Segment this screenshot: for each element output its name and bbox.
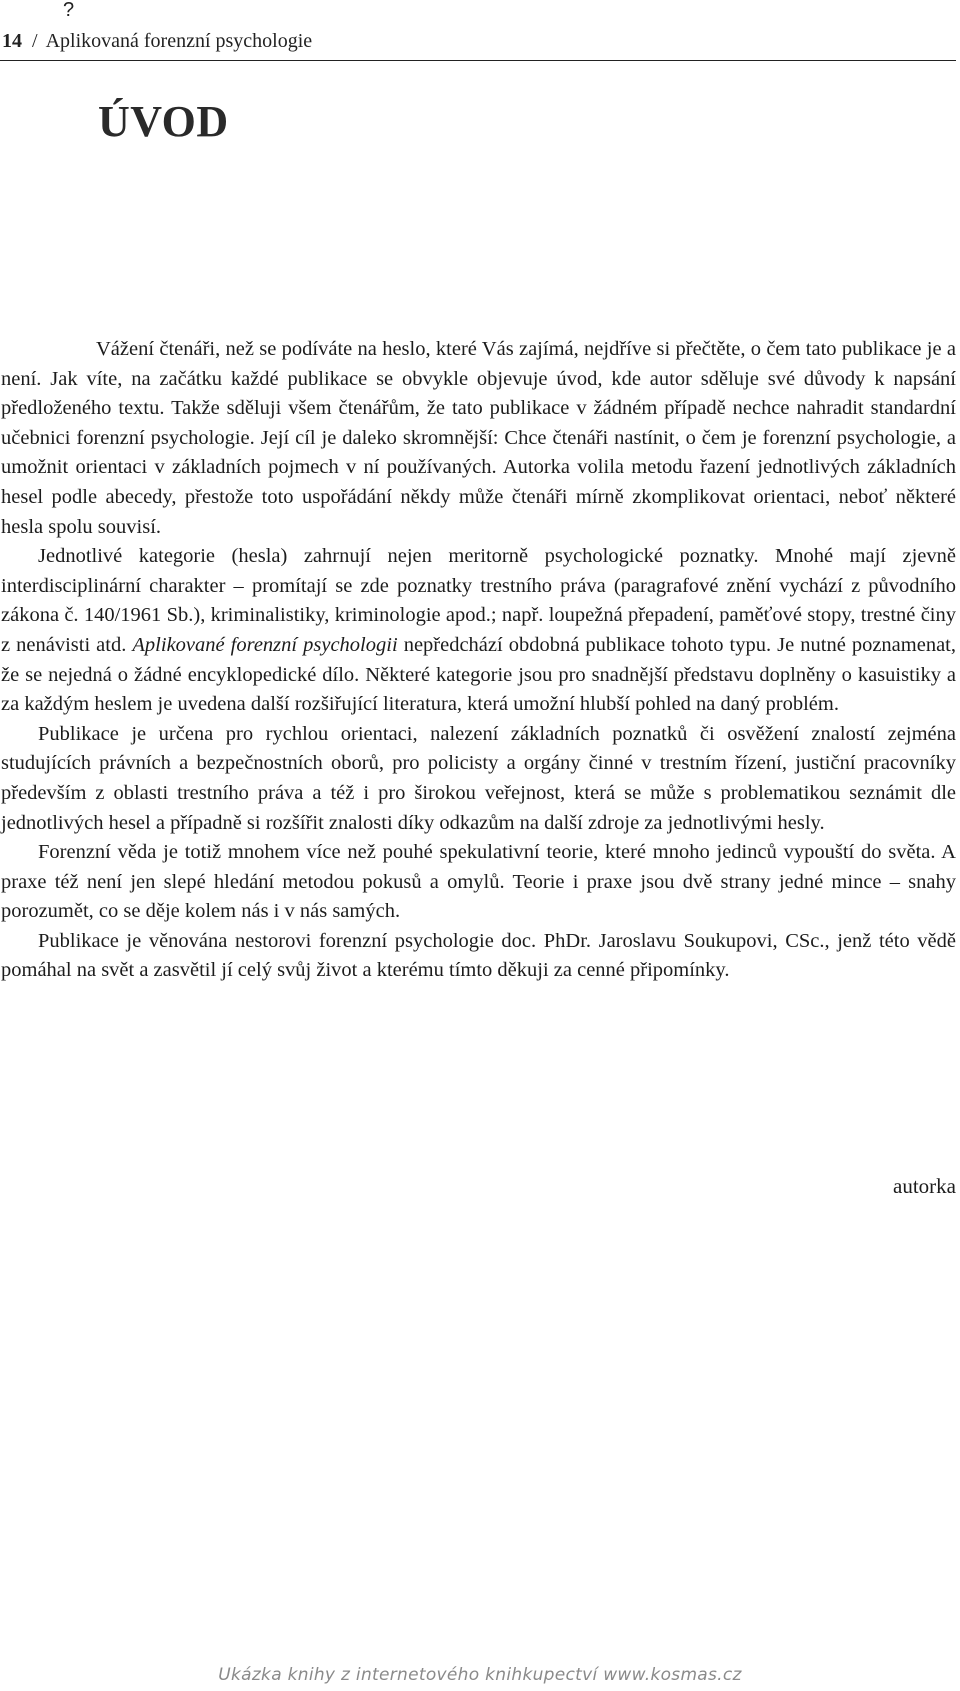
italic-book-title: Aplikované forenzní psychologii — [132, 633, 398, 656]
page-number: 14 — [2, 30, 22, 52]
paragraph-dedication: Publikace je věnována nestorovi forenzní psychologie doc. PhDr. Jaroslavu Soukupovi, CSc., jenž této vědě pomáhal na svět a zasvětil jí celý svůj život a kterému tímto děkuji za cenné připomínky. — [1, 929, 956, 982]
question-mark: ? — [63, 0, 75, 21]
paragraph-categories — [1, 542, 956, 720]
book-title: Aplikovaná forenzní psychologie — [45, 30, 313, 52]
body-text — [1, 335, 956, 986]
header-separator: / — [32, 30, 38, 52]
running-header — [2, 28, 312, 54]
author-signature: autorka — [893, 1174, 956, 1198]
chapter-title: ÚVOD — [98, 97, 229, 146]
paragraph-audience: Publikace je určena pro rychlou orientaci, nalezení základních poznatků či osvěžení znalostí zejména studujících právních a bezpečnostních oborů, pro policisty a orgány činné v trestním řízení, justiční pracovníky především z oblasti trestního práva a též i pro širokou veřejnost, která se může s problematikou seznámit dle jednotlivých hesel a případně si rozšířit znalosti díky odkazům na další zdroje za jednotlivými hesly. — [1, 722, 956, 834]
paragraph-categories-text: Jednotlivé kategorie (hesla) zahrnují nejen meritorně psychologické poznatky. Mnohé mají zjevně interdisciplinární charakter – promítají se zde poznatky trestního práva (paragrafové znění vychází z původního zákona č. 140/1961 Sb.), kriminalistiky, kriminologie apod.; např. loupežná přepadení, paměťové stopy, trestné činy z nenávisti atd. — [1, 545, 956, 656]
footer-watermark: Ukázka knihy z internetového knihkupectví www.kosmas.cz — [218, 1665, 742, 1685]
paragraph-categories-continued: nepředchází obdobná publikace tohoto typu. Je nutné poznamenat, že se nejedná o žádné encyklopedické dílo. Některé kategorie jsou pro snadnější představu doplněny o kasuistiky a za každým heslem je uvedena další rozšiřující literatura, která umožní hlubší pohled na daný problém. — [1, 633, 956, 716]
paragraph-intro: Vážení čtenáři, než se podíváte na heslo, které Vás zajímá, nejdříve si přečtěte, o čem tato publikace je a není. Jak víte, na začátku každé publikace se obvykle objevuje úvod, kde autor sděluje své důvody k napsání předloženého textu. Takže sděluji všem čtenářům, že tato publikace v žádném případě nechce nahradit standardní učebnici forenzní psychologie. Její cíl je daleko skromnější: Chce čtenáři nastínit, o čem je forenzní psychologie, a umožnit orientaci v základních pojmech v ní používaných. Autorka volila metodu řazení jednotlivých základních hesel podle abecedy, přestože toto uspořádání někdy může čtenáři mírně zkomplikovat orientaci, neboť některé hesla spolu souvisí. — [1, 338, 956, 538]
paragraph-science: Forenzní věda je totiž mnohem více než pouhé spekulativní teorie, které mnoho jedinců vypouští do světa. A praxe též není jen slepé hledání metodou pokusů a omylů. Teorie i praxe jsou dvě strany jedné mince – snahy porozumět, co se děje kolem nás i v nás samých. — [1, 841, 956, 923]
header-rule — [0, 60, 956, 61]
